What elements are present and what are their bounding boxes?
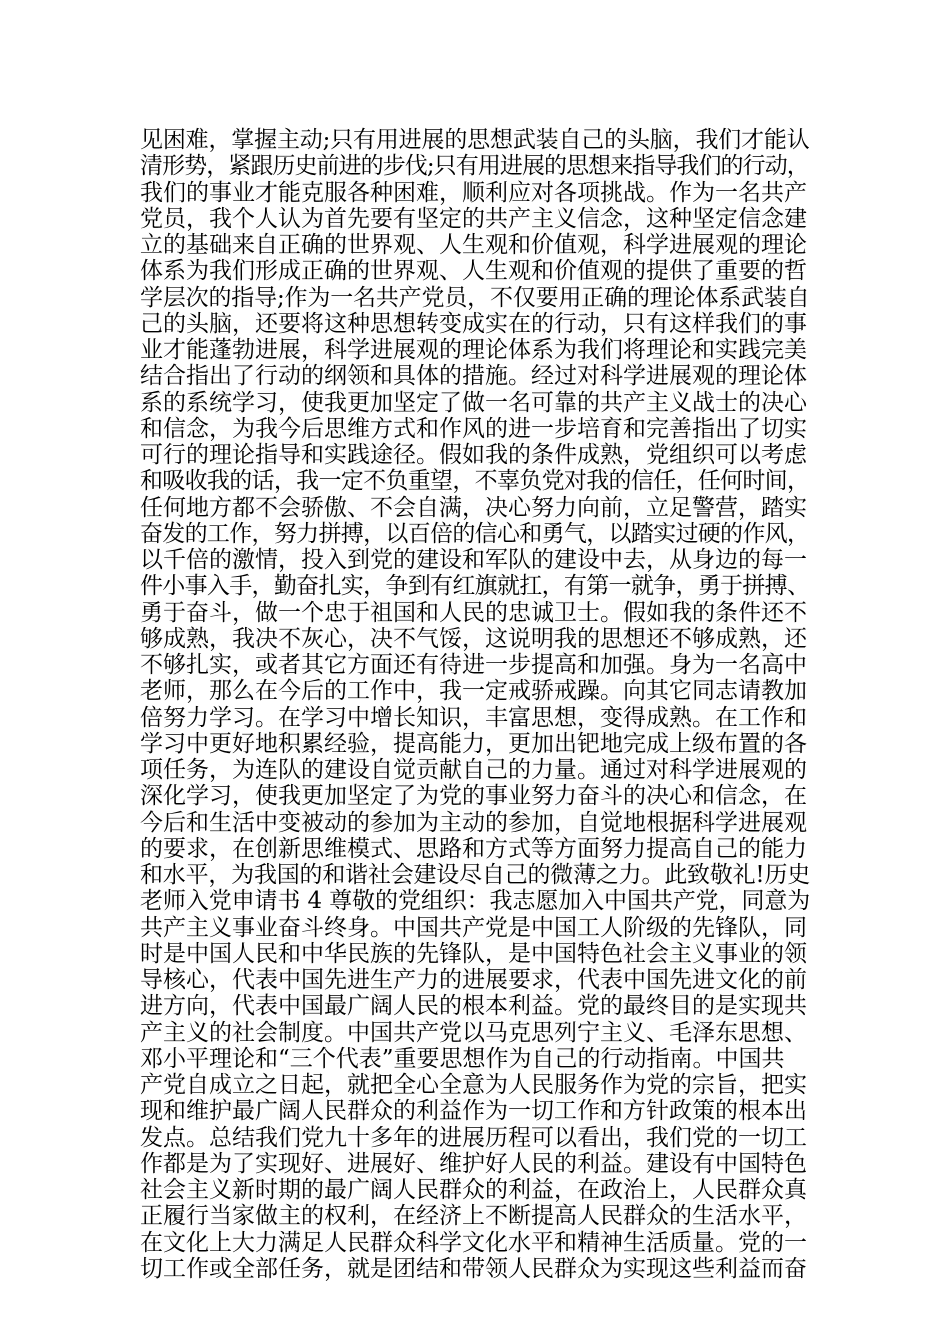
text-line: 见困难，掌握主动;只有用进展的思想武装自己的头脑，我们才能认 — [140, 127, 810, 153]
text-line: 项任务，为连队的建设自觉贡献自己的力量。通过对科学进展观的 — [140, 757, 807, 783]
text-line: 系的系统学习，使我更加坚定了做一名可靠的共产主义战士的决心 — [140, 389, 807, 416]
text-line: 和水平，为我国的和谐社会建设尽自己的微薄之力。此致敬礼!历史 — [140, 862, 810, 888]
document-body — [140, 127, 810, 1282]
text-line: 我们的事业才能克服各种困难，顺利应对各项挑战。作为一名共产 — [140, 179, 807, 206]
text-line: 发点。总结我们党九十多年的进展历程可以看出，我们党的一切工 — [140, 1124, 807, 1151]
text-line: 结合指出了行动的纲领和具体的措施。经过对科学进展观的理论体 — [140, 363, 807, 390]
text-line: 党员，我个人认为首先要有坚定的共产主义信念，这种坚定信念建 — [140, 205, 807, 232]
text-line: 任何地方都不会骄傲、不会自满，决心努力向前，立足警营，踏实 — [140, 494, 807, 521]
text-line: 不够扎实，或者其它方面还有待进一步提高和加强。身为一名高中 — [140, 652, 807, 678]
text-line: 奋发的工作，努力拼搏，以百倍的信心和勇气，以踏实过硬的作风， — [140, 520, 810, 547]
text-line: 老师入党申请书 4 尊敬的党组织：我志愿加入中国共产党，同意为 — [140, 888, 810, 915]
text-line: 和吸收我的话，我一定不负重望，不辜负党对我的信任，任何时间， — [140, 468, 810, 495]
text-line: 的要求，在创新思维模式、思路和方式等方面努力提高自己的能力 — [140, 835, 807, 862]
text-line: 够成熟，我决不灰心，决不气馁，这说明我的思想还不够成熟，还 — [140, 625, 807, 652]
text-line: 老师，那么在今后的工作中，我一定戒骄戒躁。向其它同志请教加 — [140, 678, 807, 705]
text-line: 业才能蓬勃进展，科学进展观的理论体系为我们将理论和实践完美 — [140, 337, 807, 363]
text-line: 产党自成立之日起，就把全心全意为人民服务作为党的宗旨，把实 — [140, 1072, 807, 1098]
text-line: 社会主义新时期的最广阔人民群众的利益，在政治上，人民群众真 — [140, 1177, 807, 1203]
text-line: 在文化上大力满足人民群众科学文化水平和精神生活质量。党的一 — [140, 1229, 807, 1256]
text-line: 清形势，紧跟历史前进的步伐;只有用进展的思想来指导我们的行动， — [140, 153, 809, 180]
text-line: 今后和生活中变被动的参加为主动的参加，自觉地根据科学进展观 — [140, 809, 807, 836]
text-line: 产主义的社会制度。中国共产党以马克思列宁主义、毛泽东思想、 — [140, 1019, 807, 1046]
text-line: 己的头脑，还要将这种思想转变成实在的行动，只有这样我们的事 — [140, 310, 807, 337]
text-line: 体系为我们形成正确的世界观、人生观和价值观的提供了重要的哲 — [140, 258, 807, 285]
text-line: 共产主义事业奋斗终身。中国共产党是中国工人阶级的先锋队，同 — [140, 914, 807, 941]
text-line: 倍努力学习。在学习中增长知识，丰富思想，变得成熟。在工作和 — [140, 704, 807, 731]
text-line: 件小事入手，勤奋扎实，争到有红旗就扛，有第一就争，勇于拼搏、 — [140, 573, 810, 600]
text-line: 和信念，为我今后思维方式和作风的进一步培育和完善指出了切实 — [140, 415, 807, 442]
text-line: 邓小平理论和“三个代表”重要思想作为自己的行动指南。中国共 — [140, 1045, 785, 1072]
text-line: 可行的理论指导和实践途径。假如我的条件成熟，党组织可以考虑 — [140, 442, 807, 468]
text-line: 以千倍的激情，投入到党的建设和军队的建设中去，从身边的每一 — [140, 547, 807, 573]
text-line: 立的基础来自正确的世界观、人生观和价值观，科学进展观的理论 — [140, 232, 807, 258]
text-line: 正履行当家做主的权利，在经济上不断提高人民群众的生活水平， — [140, 1203, 807, 1230]
text-line: 切工作或全部任务，就是团结和带领人民群众为实现这些利益而奋 — [140, 1255, 807, 1282]
text-line: 深化学习，使我更加坚定了为党的事业努力奋斗的决心和信念，在 — [140, 783, 807, 810]
text-line: 勇于奋斗，做一个忠于祖国和人民的忠诚卫士。假如我的条件还不 — [140, 599, 807, 626]
text-line: 学习中更好地积累经验，提高能力，更加出钯地完成上级布置的各 — [140, 730, 807, 757]
text-line: 现和维护最广阔人民群众的利益作为一切工作和方针政策的根本出 — [140, 1098, 807, 1125]
text-line: 进方向，代表中国最广阔人民的根本利益。党的最终目的是实现共 — [140, 993, 807, 1020]
text-line: 导核心，代表中国先进生产力的进展要求，代表中国先进文化的前 — [140, 967, 807, 993]
text-line: 学层次的指导;作为一名共产党员，不仅要用正确的理论体系武装自 — [140, 284, 810, 311]
text-line: 作都是为了实现好、进展好、维护好人民的利益。建设有中国特色 — [140, 1150, 807, 1177]
text-line: 时是中国人民和中华民族的先锋队，是中国特色社会主义事业的领 — [140, 940, 807, 967]
